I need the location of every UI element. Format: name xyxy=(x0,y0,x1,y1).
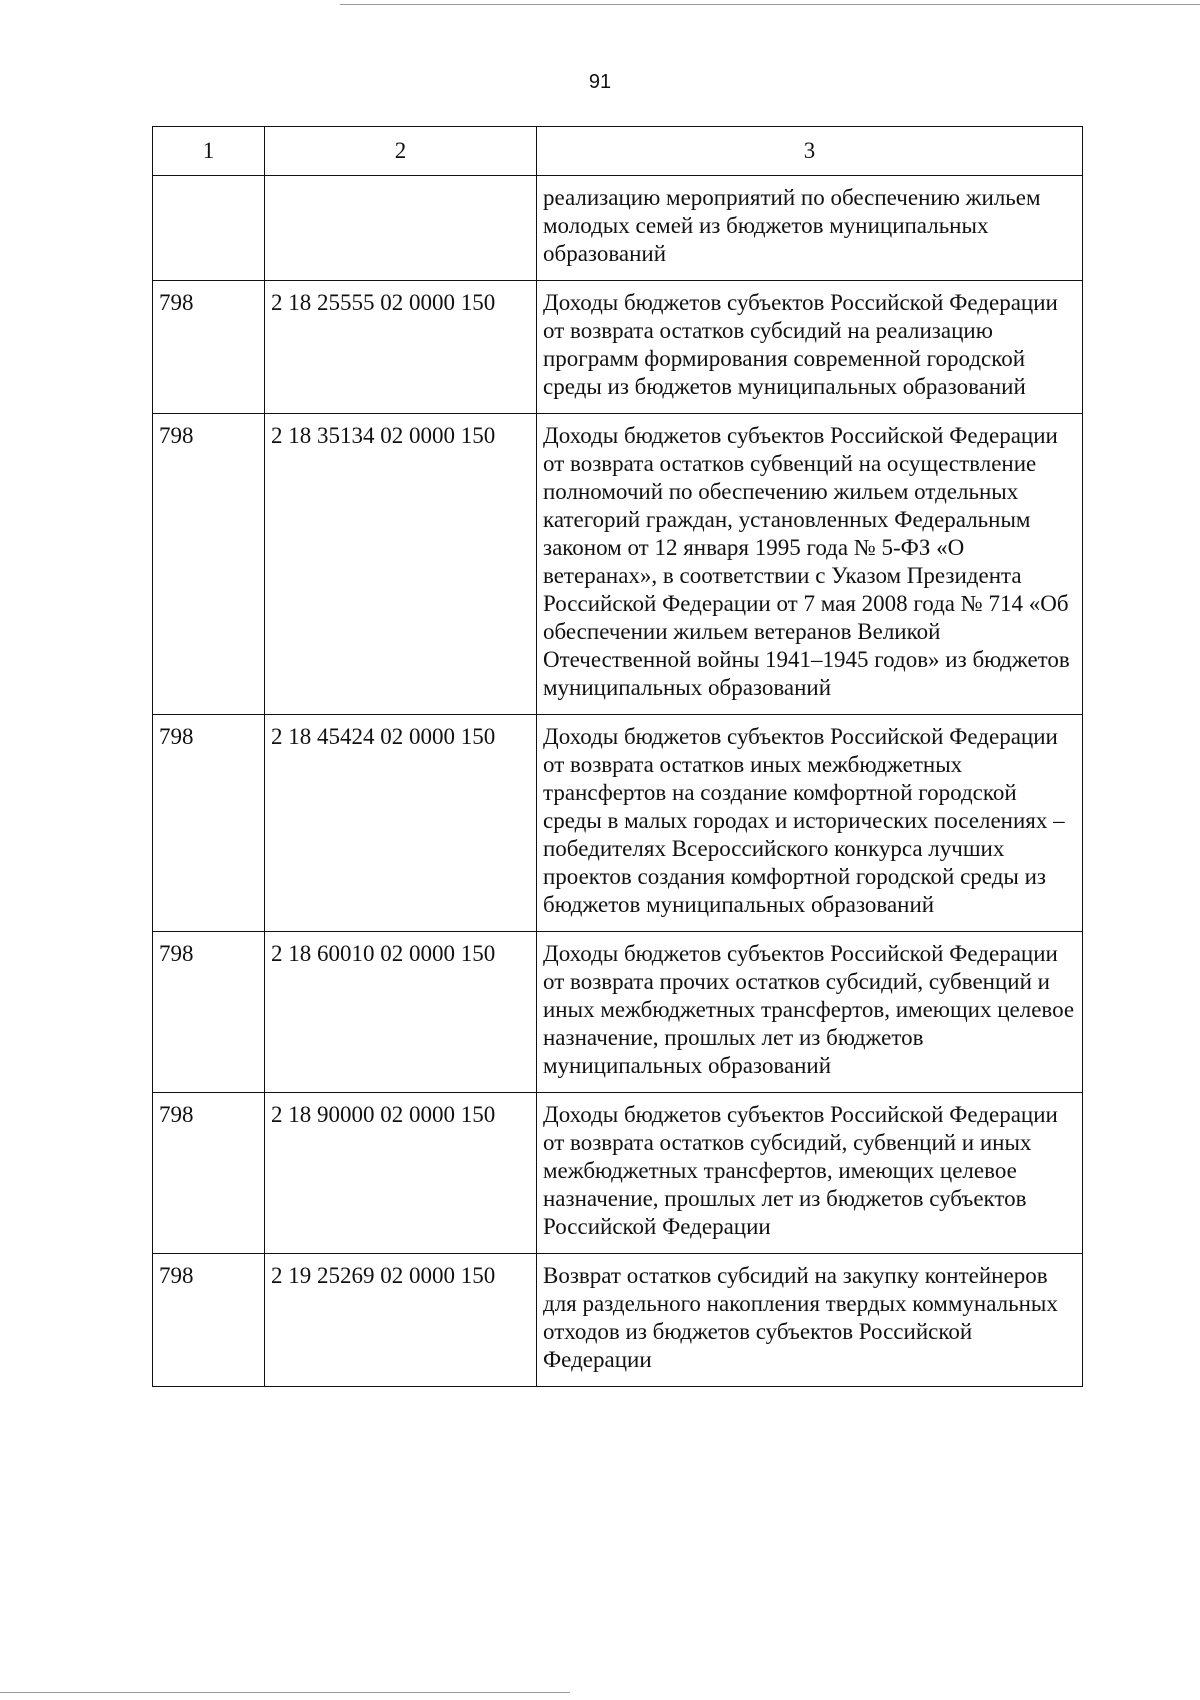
admin-code-cell xyxy=(153,176,265,281)
table-header xyxy=(153,127,1083,176)
description-cell: Возврат остатков субсидий на закупку контейнеров для раздельного накопления твердых коммунальных отходов из бюджетов субъектов Российской Федерации xyxy=(537,1254,1083,1387)
budget-code-cell: 2 18 90000 02 0000 150 xyxy=(265,1093,537,1254)
table-row xyxy=(153,414,1083,715)
table-body xyxy=(153,176,1083,1387)
description-cell: Доходы бюджетов субъектов Российской Федерации от возврата остатков субсидий, субвенций и иных межбюджетных трансфертов, имеющих целевое назначение, прошлых лет из бюджетов субъектов Российской Федерации xyxy=(537,1093,1083,1254)
admin-code-cell: 798 xyxy=(153,1254,265,1387)
table-row xyxy=(153,1254,1083,1387)
admin-code-cell: 798 xyxy=(153,715,265,932)
budget-code-cell: 2 18 25555 02 0000 150 xyxy=(265,281,537,414)
table-row xyxy=(153,281,1083,414)
description-cell: Доходы бюджетов субъектов Российской Федерации от возврата остатков субсидий на реализацию программ формирования современной городской среды из бюджетов муниципальных образований xyxy=(537,281,1083,414)
table-row xyxy=(153,715,1083,932)
header-col-3: 3 xyxy=(537,127,1083,176)
page-number: 91 xyxy=(588,71,612,93)
table-row xyxy=(153,176,1083,281)
admin-code-cell: 798 xyxy=(153,932,265,1093)
admin-code-cell: 798 xyxy=(153,414,265,715)
description-cell: Доходы бюджетов субъектов Российской Федерации от возврата прочих остатков субсидий, субвенций и иных межбюджетных трансфертов, имеющих целевое назначение, прошлых лет из бюджетов муниципальных образований xyxy=(537,932,1083,1093)
description-cell: реализацию мероприятий по обеспечению жильем молодых семей из бюджетов муниципальных образований xyxy=(537,176,1083,281)
budget-classification-table xyxy=(152,126,1083,1387)
budget-code-cell xyxy=(265,176,537,281)
budget-code-cell: 2 18 35134 02 0000 150 xyxy=(265,414,537,715)
admin-code-cell: 798 xyxy=(153,281,265,414)
table-row xyxy=(153,932,1083,1093)
header-col-1: 1 xyxy=(153,127,265,176)
table-header-row xyxy=(153,127,1083,176)
budget-code-cell: 2 18 60010 02 0000 150 xyxy=(265,932,537,1093)
admin-code-cell: 798 xyxy=(153,1093,265,1254)
scan-edge-line-top xyxy=(340,4,1200,5)
header-col-2: 2 xyxy=(265,127,537,176)
description-cell: Доходы бюджетов субъектов Российской Федерации от возврата остатков субвенций на осуществление полномочий по обеспечению жильем отдельных категорий граждан, установленных Федеральным законом от 12 января 1995 года № 5-ФЗ «О ветеранах», в соответствии с Указом Президента Российской Федерации от 7 мая 2008 года № 714 «Об обеспечении жильем ветеранов Великой Отечественной войны 1941–1945 годов» из бюджетов муниципальных образований xyxy=(537,414,1083,715)
scan-edge-line-bottom xyxy=(0,1692,570,1693)
description-cell: Доходы бюджетов субъектов Российской Федерации от возврата остатков иных межбюджетных трансфертов на создание комфортной городской среды в малых городах и исторических поселениях – победителях Всероссийского конкурса лучших проектов создания комфортной городской среды из бюджетов муниципальных образований xyxy=(537,715,1083,932)
table-row xyxy=(153,1093,1083,1254)
budget-code-cell: 2 18 45424 02 0000 150 xyxy=(265,715,537,932)
budget-code-cell: 2 19 25269 02 0000 150 xyxy=(265,1254,537,1387)
